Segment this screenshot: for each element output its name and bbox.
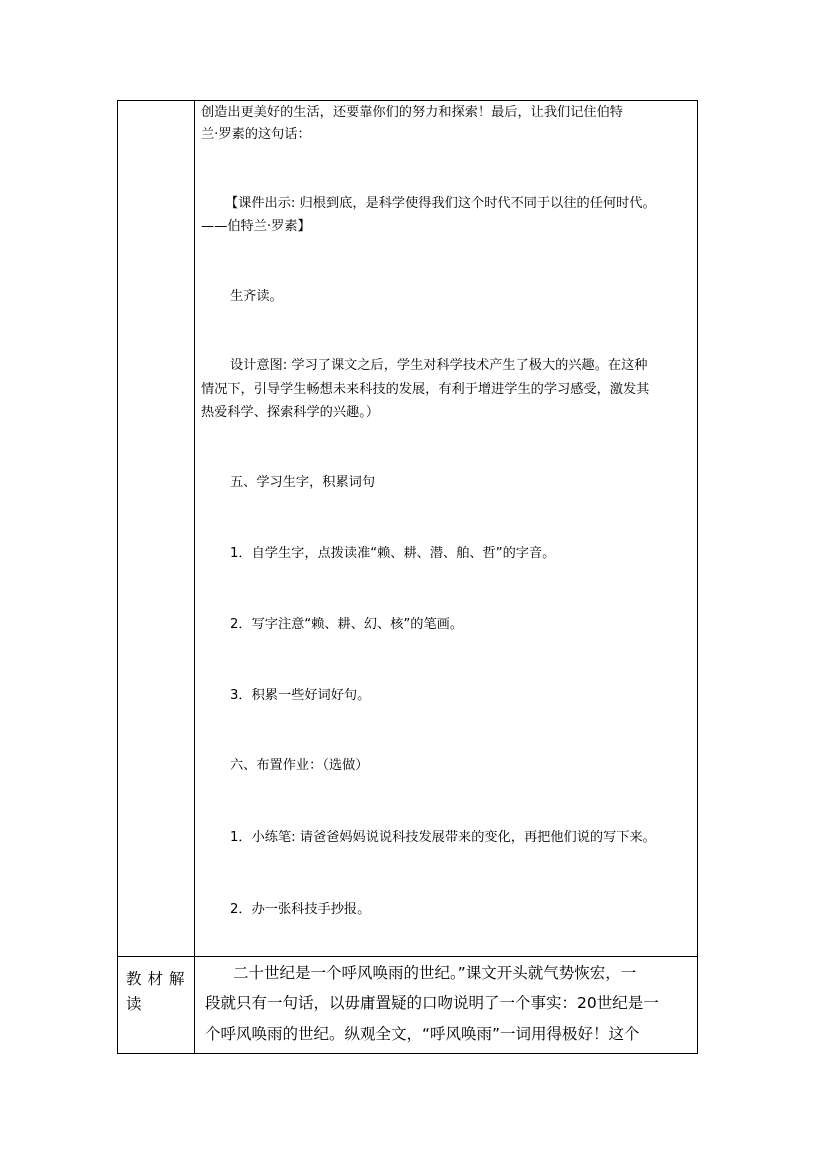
list-item: 2．办一张科技手抄报。 bbox=[230, 902, 371, 917]
text-line: 二十世纪是一个呼风唤雨的世纪。”课文开头就气势恢宏，一 bbox=[233, 964, 637, 982]
section-heading: 六、布置作业：（选做） bbox=[230, 758, 369, 773]
design-intent: 设计意图: 学习了课文之后，学生对科学技术产生了极大的兴趣。在这种 bbox=[230, 358, 648, 373]
text-line: 生齐读。 bbox=[230, 289, 283, 304]
text-line: 兰·罗素的这句话： bbox=[201, 127, 311, 142]
lesson-steps-content bbox=[195, 101, 697, 956]
list-item: 2．写字注意“赖、耕、幻、核”的笔画。 bbox=[230, 617, 464, 632]
row-label-cell bbox=[118, 957, 195, 1053]
quote-attribution: ——伯特兰·罗素】 bbox=[201, 219, 311, 234]
text-line: 创造出更美好的生活，还要靠你们的努力和探索！最后，让我们记住伯特 bbox=[201, 105, 623, 120]
list-item: 1．小练笔: 请爸爸妈妈说说科技发展带来的变化，再把他们说的写下来。 bbox=[230, 830, 656, 845]
text-line: 个呼风唤雨的世纪。纵观全文，“呼风唤雨”一词用得极好！这个 bbox=[205, 1025, 640, 1043]
textbook-interpretation-content bbox=[195, 957, 697, 1053]
table-row-lesson-steps bbox=[118, 101, 697, 957]
lesson-table bbox=[117, 100, 698, 1054]
text-line: 情况下，引导学生畅想未来科技的发展，有利于增进学生的学习感受，激发其 bbox=[201, 382, 650, 397]
table-row-textbook-interpretation bbox=[118, 957, 697, 1053]
row-label-line: 读 bbox=[126, 995, 148, 1013]
courseware-quote: 【课件出示: 归根到底，是科学使得我们这个时代不同于以往的任何时代。 bbox=[225, 196, 656, 211]
row-label-cell-empty bbox=[118, 101, 195, 956]
text-line: 热爱科学、探索科学的兴趣。） bbox=[201, 405, 380, 420]
text-line: 段就只有一句话，以毋庸置疑的口吻说明了一个事实：20世纪是一 bbox=[205, 994, 659, 1012]
row-label bbox=[126, 967, 191, 1017]
list-item: 3．积累一些好词好句。 bbox=[230, 688, 371, 703]
section-heading: 五、学习生字，积累词句 bbox=[230, 475, 376, 490]
list-item: 1．自学生字，点拨读准“赖、耕、潜、舶、哲”的字音。 bbox=[230, 546, 556, 561]
row-label-line: 教材解 bbox=[126, 970, 191, 988]
